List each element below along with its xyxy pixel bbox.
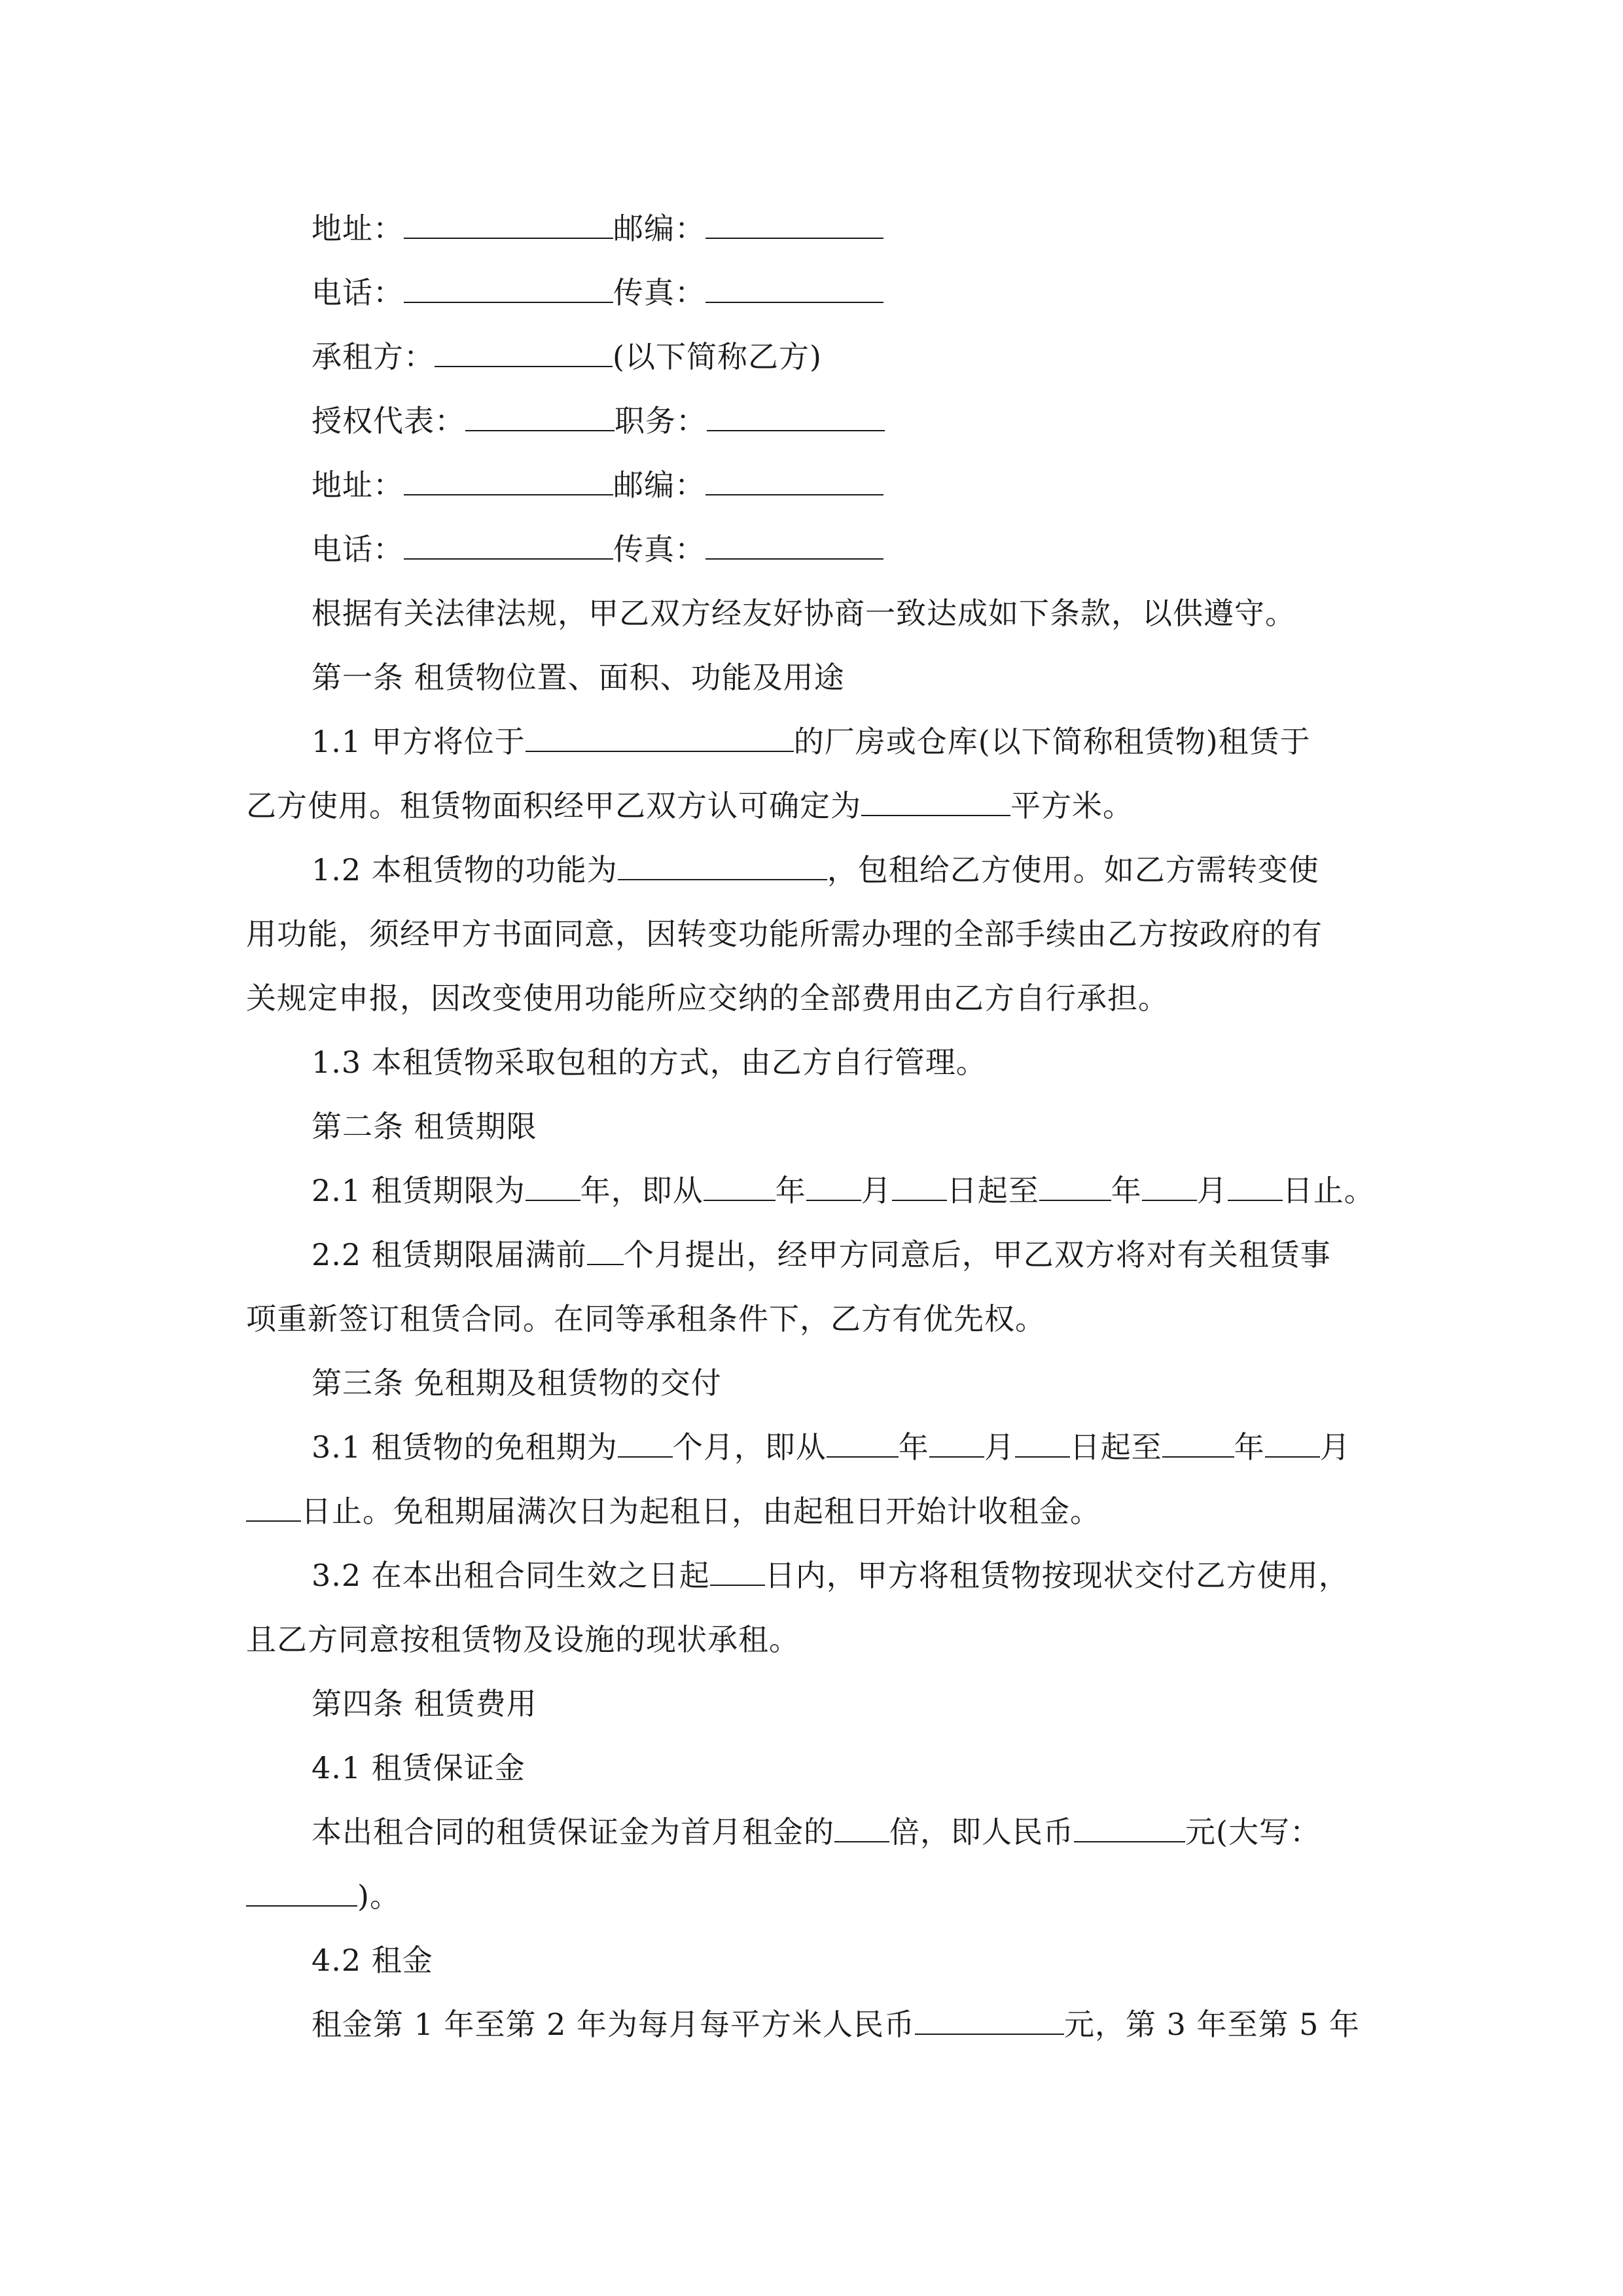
- address-blank: [404, 198, 613, 239]
- article-4-heading: 第四条 租赁费用: [312, 1686, 537, 1721]
- fax-label: 传真：: [613, 531, 705, 567]
- phone-blank: [404, 262, 613, 303]
- deposit-multiple-blank: [834, 1802, 889, 1842]
- end-day-blank: [1228, 1160, 1283, 1201]
- lessee-blank: [435, 327, 613, 367]
- phone-label: 电话：: [312, 531, 404, 567]
- fax-blank: [705, 262, 883, 303]
- clause-3-1-line-1: 3.1 租赁物的免租期为 个月，即从 年 月 日起至 年 月: [246, 1415, 1385, 1479]
- address-label: 地址：: [312, 467, 404, 503]
- term-years-blank: [526, 1160, 580, 1201]
- clause-1-1-line-1: 1.1 甲方将位于 的厂房或仓库(以下简称租赁物)租赁于: [246, 709, 1385, 774]
- article-2-heading: 第二条 租赁期限: [312, 1109, 537, 1144]
- free-start-month-blank: [929, 1417, 984, 1458]
- representative-label: 授权代表：: [312, 403, 465, 439]
- end-year-blank: [1039, 1160, 1111, 1201]
- postcode-label: 邮编：: [613, 467, 705, 503]
- start-day-blank: [892, 1160, 947, 1201]
- fax-label: 传真：: [613, 275, 705, 310]
- deposit-amount-blank: [1074, 1802, 1185, 1842]
- clause-4-2-heading: 4.2 租金: [312, 1943, 433, 1978]
- notice-months-blank: [587, 1225, 624, 1265]
- representative-blank: [465, 391, 615, 431]
- location-blank: [526, 711, 794, 752]
- clause-3-2-line-2: 且乙方同意按租赁物及设施的现状承租。: [246, 1622, 800, 1657]
- clause-3-1-line-2: 日止。免租期届满次日为起租日，由起租日开始计收租金。: [246, 1479, 1385, 1543]
- contract-body: [246, 196, 1385, 2056]
- free-start-year-blank: [827, 1417, 899, 1458]
- clause-1-3: 1.3 本租赁物采取包租的方式，由乙方自行管理。: [312, 1045, 987, 1080]
- free-start-day-blank: [1015, 1417, 1070, 1458]
- start-month-blank: [806, 1160, 861, 1201]
- clause-4-2-line-1: 租金第 1 年至第 2 年为每月每平方米人民币 元，第 3 年至第 5 年: [246, 1992, 1385, 2056]
- lessee-phone-line: [246, 517, 1385, 581]
- clause-2-1: 2.1 租赁期限为 年，即从 年 月 日起至 年 月 日止。: [246, 1158, 1385, 1223]
- free-end-month-blank: [1265, 1417, 1320, 1458]
- postcode-label: 邮编：: [613, 211, 705, 246]
- delivery-days-blank: [710, 1545, 765, 1586]
- clause-3-2-line-1: 3.2 在本出租合同生效之日起 日内，甲方将租赁物按现状交付乙方使用，: [246, 1543, 1385, 1607]
- free-end-year-blank: [1162, 1417, 1234, 1458]
- article-1-heading: 第一条 租赁物位置、面积、功能及用途: [312, 660, 845, 695]
- postcode-blank: [705, 198, 883, 239]
- clause-4-1-heading: 4.1 租赁保证金: [312, 1750, 526, 1785]
- clause-1-1-line-2: 乙方使用。租赁物面积经甲乙双方认可确定为 平方米。: [246, 774, 1385, 838]
- address-label: 地址：: [312, 211, 404, 246]
- position-label: 职务：: [615, 403, 707, 439]
- clause-2-2-line-1: 2.2 租赁期限届满前 个月提出，经甲方同意后，甲乙双方将对有关租赁事: [246, 1223, 1385, 1287]
- postcode-blank: [705, 455, 883, 495]
- start-year-blank: [704, 1160, 776, 1201]
- end-month-blank: [1142, 1160, 1197, 1201]
- free-months-blank: [618, 1417, 673, 1458]
- clause-1-2-line-1: 1.2 本租赁物的功能为 ，包租给乙方使用。如乙方需转变使: [246, 838, 1385, 902]
- lessee-note: (以下简称乙方): [613, 339, 822, 374]
- intro-paragraph: 根据有关法律法规，甲乙双方经友好协商一致达成如下条款，以供遵守。: [312, 596, 1296, 631]
- clause-4-1-line-2: )。: [246, 1864, 1385, 1928]
- clause-4-1-line-1: 本出租合同的租赁保证金为首月租金的 倍，即人民币 元(大写：: [246, 1800, 1385, 1864]
- lessor-phone-line: [246, 260, 1385, 325]
- lessee-address-line: [246, 453, 1385, 517]
- free-end-day-blank: [246, 1481, 301, 1522]
- deposit-amount-words-blank: [246, 1866, 357, 1907]
- clause-2-2-line-2: 项重新签订租赁合同。在同等承租条件下，乙方有优先权。: [246, 1301, 1046, 1336]
- area-blank: [861, 776, 1010, 816]
- position-blank: [707, 391, 885, 431]
- phone-blank: [404, 519, 613, 560]
- article-3-heading: 第三条 免租期及租赁物的交付: [312, 1365, 722, 1401]
- clause-1-2-line-2: 用功能，须经甲方书面同意，因转变功能所需办理的全部手续由乙方按政府的有: [246, 916, 1323, 952]
- lessee-label: 承租方：: [312, 339, 435, 374]
- representative-line: [246, 389, 1385, 453]
- address-blank: [404, 455, 613, 495]
- fax-blank: [705, 519, 883, 560]
- clause-1-2-line-3: 关规定申报，因改变使用功能所应交纳的全部费用由乙方自行承担。: [246, 980, 1169, 1016]
- lessor-address-line: [246, 196, 1385, 260]
- rent-rate-blank: [915, 1994, 1064, 2035]
- phone-label: 电话：: [312, 275, 404, 310]
- lessee-line: [246, 325, 1385, 389]
- function-blank: [618, 840, 827, 880]
